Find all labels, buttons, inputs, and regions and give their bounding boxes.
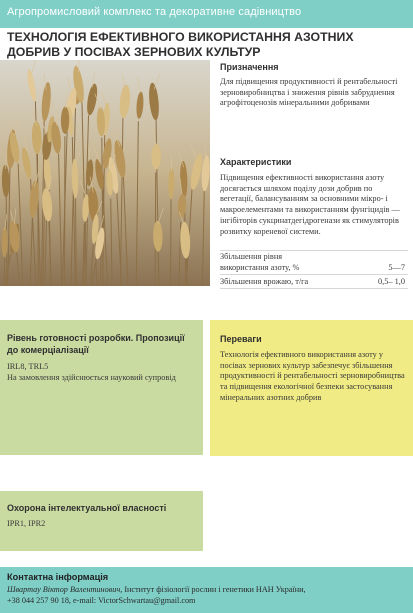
divider bbox=[220, 288, 408, 289]
readiness-levels: IRL8, TRL5 bbox=[7, 362, 49, 371]
contact-footer bbox=[0, 567, 413, 613]
characteristics-heading: Характеристики bbox=[220, 157, 292, 167]
contact-name: Швартау Віктор Валентинович bbox=[7, 585, 121, 594]
wheat-stem bbox=[76, 195, 77, 286]
ip-text: IPR1, IPR2 bbox=[7, 519, 46, 528]
contact-heading: Контактна інформація bbox=[7, 572, 109, 582]
row-nitrogen-label: Збільшення рівня використання азоту, % bbox=[220, 252, 300, 272]
contact-text bbox=[7, 585, 407, 606]
wheat-field-photo bbox=[0, 60, 210, 286]
characteristics-text: Підвищення ефективності використання азоту досягається шляхом поділу дози добрив по вегетації, балансуванням за основними мікро- і макроелементами та використанням фунгіцидів — інгібіторів сукцинатдегідрогенази як стимуляторів розвитку кореневої системи. bbox=[220, 173, 400, 236]
category-label: Агропромисловий комплекс та декоративне садівництво bbox=[7, 6, 302, 18]
wheat-stem bbox=[158, 252, 159, 286]
advantages-box bbox=[210, 320, 413, 456]
ip-heading: Охорона інтелектуальної власності bbox=[7, 503, 167, 513]
row-yield-label: Збільшення врожаю, т/га bbox=[220, 277, 309, 286]
divider bbox=[220, 250, 408, 251]
readiness-box bbox=[0, 320, 203, 455]
row-nitrogen-value: 5—7 bbox=[388, 263, 405, 272]
page-title: ТЕХНОЛОГІЯ ЕФЕКТИВНОГО ВИКОРИСТАННЯ АЗОТНИХ ДОБРИВ У ПОСІВАХ ЗЕРНОВИХ КУЛЬТУР bbox=[7, 30, 354, 59]
category-bar bbox=[0, 0, 413, 28]
advantages-text: Технологія ефективного використання азоту у посівах зернових культур забезпечує збільшення продуктивності й рентабельності зерновиробництва та підвищення екологічної безпеки застосування мінеральних азотних добрив bbox=[220, 350, 405, 402]
ip-box bbox=[0, 491, 203, 551]
contact-details[interactable]: +38 044 257 90 18, e-mail: VictorSchwartau@gmail.com bbox=[7, 595, 196, 605]
advantages-heading: Переваги bbox=[220, 334, 262, 344]
divider bbox=[220, 274, 408, 275]
readiness-heading: Рівень готовності розробки. Пропозиції до комерціалізації bbox=[7, 333, 185, 355]
row-yield-value: 0,5– 1,0 bbox=[378, 277, 405, 286]
readiness-text: На замовлення здійснюється науковий супровід bbox=[7, 373, 176, 382]
purpose-text: Для підвищення продуктивності й рентабельності зерновиробництва і зниження рівнів забруднення агрофітоценозів мінеральними добривами bbox=[220, 77, 398, 108]
contact-org: , Інститут фізіології рослин і генетики НАН України, bbox=[120, 585, 306, 594]
purpose-heading: Призначення bbox=[220, 62, 279, 72]
